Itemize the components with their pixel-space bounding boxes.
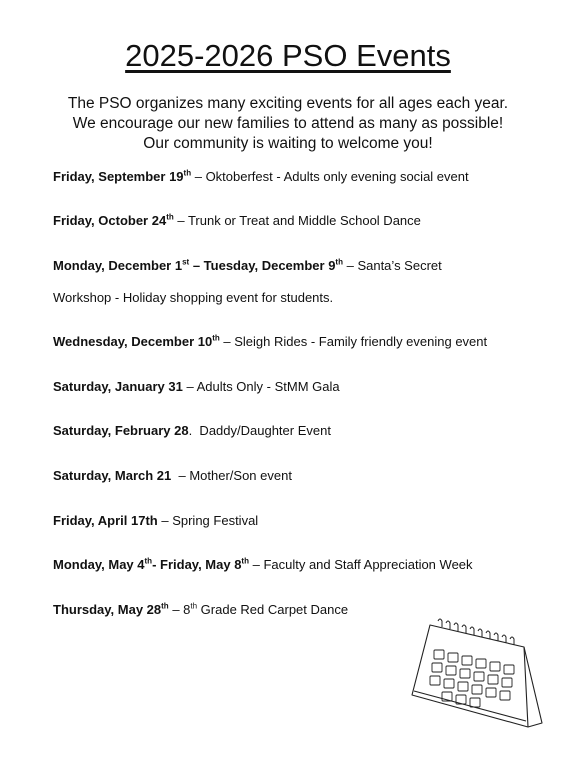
event-description: – Sleigh Rides - Family friendly evening event bbox=[219, 334, 488, 349]
intro-paragraph bbox=[0, 94, 576, 154]
event-description: . Daddy/Daughter Event bbox=[188, 423, 331, 438]
event-description: – Faculty and Staff Appreciation Week bbox=[248, 557, 473, 572]
desk-calendar-icon bbox=[408, 617, 546, 729]
event-date-end: – Tuesday, December 9 bbox=[189, 258, 336, 273]
event-item bbox=[53, 466, 553, 486]
intro-line: We encourage our new families to attend as many as possible! bbox=[72, 115, 504, 132]
event-date-end-suffix: th bbox=[335, 257, 343, 267]
event-description: – Mother/Son event bbox=[171, 468, 292, 483]
event-description: – 8 bbox=[168, 602, 191, 617]
event-description-tail: Grade Red Carpet Dance bbox=[197, 602, 349, 617]
event-description: – Oktoberfest - Adults only evening social event bbox=[191, 169, 469, 184]
intro-line: The PSO organizes many exciting events for all ages each year. bbox=[67, 95, 509, 112]
event-date-end-suffix: th bbox=[241, 556, 249, 566]
event-date: Thursday, May 28 bbox=[53, 602, 162, 617]
event-date: Monday, December 1 bbox=[53, 258, 183, 273]
page-title: 2025-2026 PSO Events bbox=[125, 38, 451, 73]
event-date-suffix: th bbox=[183, 168, 192, 178]
event-date: Saturday, January 31 bbox=[53, 379, 183, 394]
event-description-suffix: th bbox=[190, 601, 198, 611]
event-date: Friday, October 24 bbox=[53, 213, 167, 228]
event-item bbox=[53, 421, 553, 441]
event-date: Friday, April 17th bbox=[53, 513, 158, 528]
event-item bbox=[53, 555, 553, 575]
event-date-suffix: th bbox=[144, 556, 153, 566]
event-description: – Trunk or Treat and Middle School Dance bbox=[173, 213, 421, 228]
event-item bbox=[53, 377, 553, 397]
event-item bbox=[53, 511, 553, 531]
event-date: Saturday, March 21 bbox=[53, 468, 172, 483]
event-date-end: - Friday, May 8 bbox=[152, 557, 242, 572]
event-item bbox=[53, 256, 553, 276]
event-item-continuation bbox=[53, 288, 553, 308]
event-date: Friday, September 19 bbox=[53, 169, 184, 184]
event-item bbox=[53, 167, 553, 187]
event-date: Wednesday, December 10 bbox=[53, 334, 213, 349]
event-item bbox=[53, 332, 553, 352]
event-date-suffix: th bbox=[212, 333, 220, 343]
event-date-suffix: st bbox=[182, 257, 190, 267]
event-description-continued: Workshop - Holiday shopping event for students. bbox=[53, 290, 334, 305]
event-date: Saturday, February 28 bbox=[53, 423, 189, 438]
event-description: – Spring Festival bbox=[157, 513, 259, 528]
intro-line: Our community is waiting to welcome you! bbox=[143, 135, 433, 152]
event-date: Monday, May 4 bbox=[53, 557, 145, 572]
event-item bbox=[53, 211, 553, 231]
event-description: – Santa’s Secret bbox=[342, 258, 442, 273]
event-date-suffix: th bbox=[166, 212, 174, 222]
event-description: – Adults Only - StMM Gala bbox=[182, 379, 340, 394]
event-date-suffix: th bbox=[161, 601, 169, 611]
